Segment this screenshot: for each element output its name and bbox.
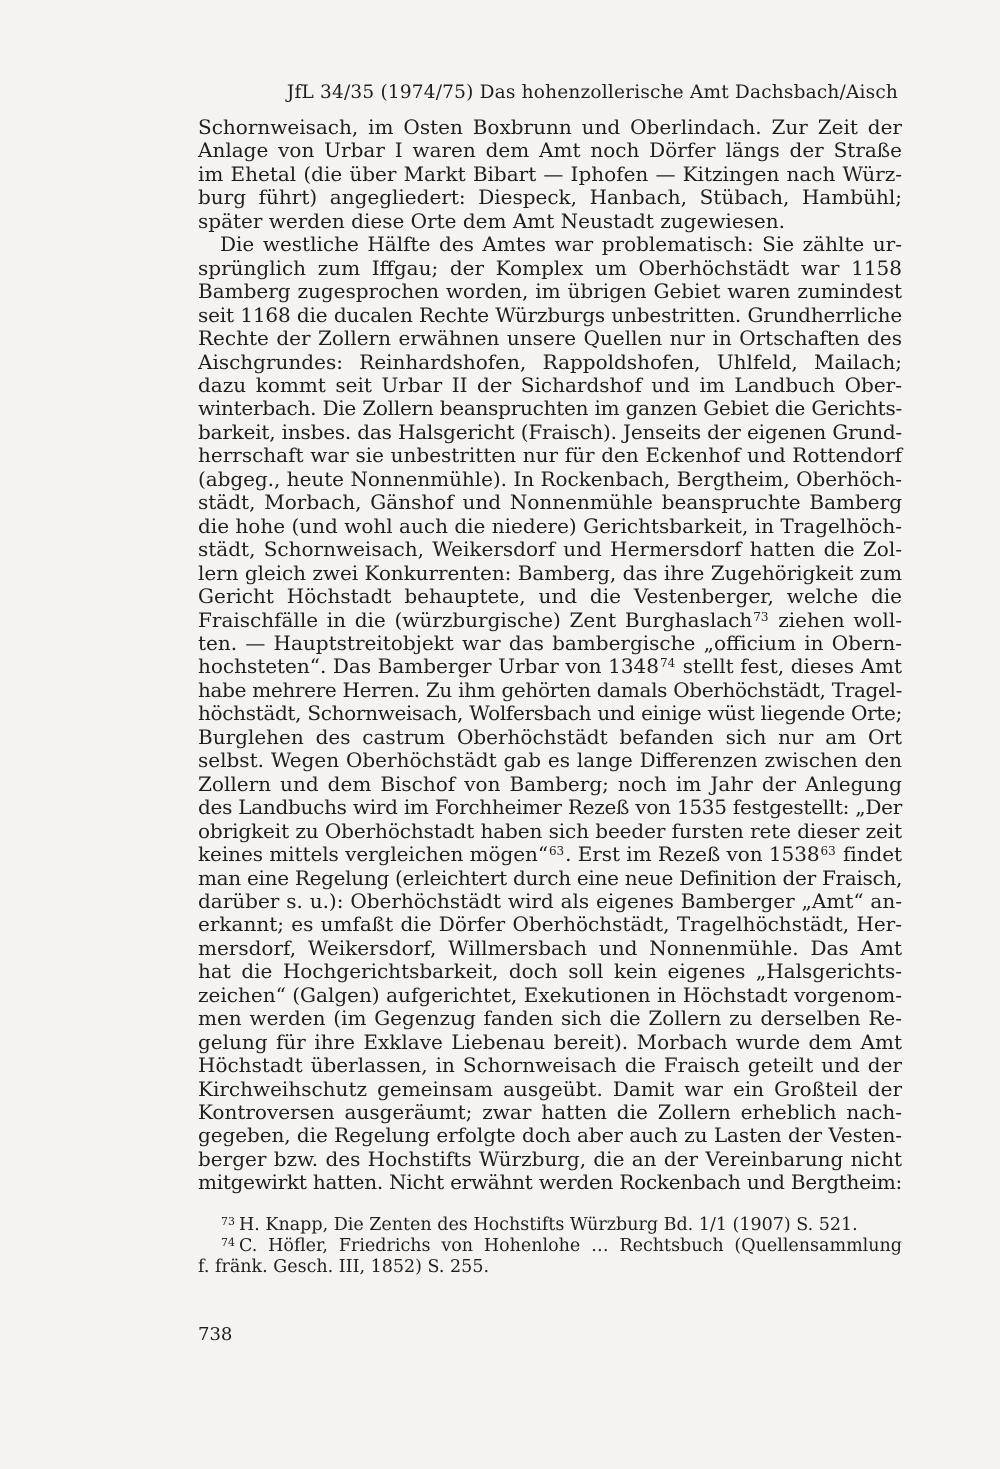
text-line: herrschaft war sie unbestritten nur für den Eckenhof und Rottendorf xyxy=(198,443,902,468)
text-line: städt, Schornweisach, Weikersdorf und Hermersdorf hatten die Zol- xyxy=(198,537,902,562)
text-line: höchstädt, Schornweisach, Wolfersbach und einige wüst liegende Orte; xyxy=(198,701,902,726)
text-line: gegeben, die Regelung erfolgte doch aber auch zu Lasten der Vesten- xyxy=(198,1123,902,1148)
text-line: winterbach. Die Zollern beanspruchten im ganzen Gebiet die Gerichts- xyxy=(198,396,902,421)
text-line: sprünglich zum Iffgau; der Komplex um Oberhöchstädt war 1158 xyxy=(198,255,902,280)
text-line: Bamberg zugesprochen worden, im übrigen Gebiet waren zumindest xyxy=(198,279,902,304)
footnote-text: H. Knapp, Die Zenten des Hochstifts Würzburg Bd. 1/1 (1907) S. 521. xyxy=(239,1214,858,1235)
text-segment: hochsteten“. Das Bamberger Urbar von 1348 xyxy=(198,654,659,679)
text-line: Anlage von Urbar I waren dem Amt noch Dörfer längs der Straße xyxy=(198,138,902,163)
text-line: die hohe (und wohl auch die niedere) Gerichtsbarkeit, in Tragelhöch- xyxy=(198,513,902,538)
text-line: Aischgrundes: Reinhardshofen, Rappoldshofen, Uhlfeld, Mailach; xyxy=(198,349,902,374)
text-line: mersdorf, Weikersdorf, Willmersbach und Nonnenmühle. Das Amt xyxy=(198,935,902,960)
footnote xyxy=(198,1236,902,1257)
text-line: (abgeg., heute Nonnenmühle). In Rockenbach, Bergtheim, Oberhöch- xyxy=(198,466,902,491)
text-segment: Fraischfälle in die (würzburgische) Zent Burghaslach xyxy=(198,607,753,632)
text-segment: stellt fest, dieses Amt xyxy=(676,654,902,679)
footnote-ref[interactable]: 63 xyxy=(820,844,836,859)
text-line xyxy=(198,609,902,632)
text-line xyxy=(198,843,902,866)
text-segment: findet xyxy=(836,842,902,867)
text-line: Gericht Höchstadt behauptete, und die Vestenberger, welche die xyxy=(198,584,902,609)
footnote-text: C. Höfler, Friedrichs von Hohenlohe … Rechtsbuch (Quellensammlung xyxy=(239,1235,902,1256)
text-line: hat die Hochgerichtsbarkeit, doch soll kein eigenes „Halsgerichts- xyxy=(198,959,902,984)
document-page xyxy=(198,78,902,1278)
text-line: Kontroversen ausgeräumt; zwar hatten die Zollern erheblich nach- xyxy=(198,1100,902,1125)
running-head: JfL 34/35 (1974/75) Das hohenzollerische Amt Dachsbach/Aisch xyxy=(286,82,898,103)
text-line: barkeit, insbes. das Halsgericht (Fraisch). Jenseits der eigenen Grund- xyxy=(198,419,902,444)
text-line: habe mehrere Herren. Zu ihm gehörten damals Oberhöchstädt, Tragel- xyxy=(198,677,902,702)
text-line: Höchstadt überlassen, in Schornweisach die Fraisch geteilt und der xyxy=(198,1053,902,1078)
text-segment: keines mittels vergleichen mögen“ xyxy=(198,842,548,867)
text-line: dazu kommt seit Urbar II der Sichardshof und im Landbuch Ober- xyxy=(198,372,902,397)
text-line: berger bzw. des Hochstifts Würzburg, die an der Vereinbarung nicht xyxy=(198,1146,902,1171)
text-line: städt, Morbach, Gänshof und Nonnenmühle beanspruchte Bamberg xyxy=(198,490,902,515)
text-line: Kirchweihschutz gemeinsam ausgeübt. Damit war ein Großteil der xyxy=(198,1076,902,1101)
text-line: ten. — Hauptstreitobjekt war das bambergische „officium in Obern- xyxy=(198,630,902,655)
text-line: obrigkeit zu Oberhöchstadt haben sich beeder fursten rete dieser zeit xyxy=(198,818,902,843)
text-line: gelung für ihre Exklave Liebenau bereit). Morbach wurde dem Amt xyxy=(198,1029,902,1054)
text-line: darüber s. u.): Oberhöchstädt wird als eigenes Bamberger „Amt“ an- xyxy=(198,888,902,913)
footnotes xyxy=(198,1215,902,1278)
text-line: seit 1168 die ducalen Rechte Würzburgs unbestritten. Grundherrliche xyxy=(198,302,902,327)
text-line: lern gleich zwei Konkurrenten: Bamberg, das ihre Zugehörigkeit zum xyxy=(198,560,902,585)
text-line: Die westliche Hälfte des Amtes war problematisch: Sie zählte ur- xyxy=(220,232,902,257)
text-line: des Landbuchs wird im Forchheimer Rezeß von 1535 festgestellt: „Der xyxy=(198,795,902,820)
footnote-ref[interactable]: 63 xyxy=(548,844,565,859)
text-line: selbst. Wegen Oberhöchstädt gab es lange Differenzen zwischen den xyxy=(198,748,902,773)
text-line: erkannt; es umfaßt die Dörfer Oberhöchstädt, Tragelhöchstädt, Her- xyxy=(198,912,902,937)
text-segment: ziehen woll- xyxy=(769,607,902,632)
footnote-number: 74 xyxy=(221,1235,235,1249)
footnote-ref[interactable]: 73 xyxy=(753,609,769,624)
text-line: burg führt) angegliedert: Diespeck, Hanbach, Stübach, Hambühl; xyxy=(198,185,902,210)
text-line: mitgewirkt hatten. Nicht erwähnt werden Rockenbach und Bergtheim: xyxy=(198,1170,902,1195)
text-line: zeichen“ (Galgen) aufgerichtet, Exekutionen in Höchstadt vorgenom- xyxy=(198,982,902,1007)
footnote-number: 73 xyxy=(221,1214,235,1228)
text-line: im Ehetal (die über Markt Bibart — Iphofen — Kitzingen nach Würz- xyxy=(198,161,902,186)
text-line: später werden diese Orte dem Amt Neustadt zugewiesen. xyxy=(198,208,786,233)
text-segment: . Erst im Rezeß von 1538 xyxy=(565,842,820,867)
text-line: Rechte der Zollern erwähnen unsere Quellen nur in Ortschaften des xyxy=(198,326,902,351)
text-line xyxy=(198,655,902,678)
footnote xyxy=(198,1215,902,1236)
body-text xyxy=(198,116,902,1195)
page-number: 738 xyxy=(198,1324,233,1345)
text-line: man eine Regelung (erleichtert durch eine neue Definition der Fraisch, xyxy=(198,865,902,890)
text-line: Zollern und dem Bischof von Bamberg; noch im Jahr der Anlegung xyxy=(198,771,902,796)
text-line: men werden (im Gegenzug fanden sich die Zollern zu derselben Re- xyxy=(198,1006,902,1031)
text-line: Burglehen des castrum Oberhöchstädt befanden sich nur am Ort xyxy=(198,724,902,749)
text-line: Schornweisach, im Osten Boxbrunn und Oberlindach. Zur Zeit der xyxy=(198,115,902,139)
footnote-ref[interactable]: 74 xyxy=(659,656,676,671)
footnote-continuation: f. fränk. Gesch. III, 1852) S. 255. xyxy=(198,1256,490,1277)
